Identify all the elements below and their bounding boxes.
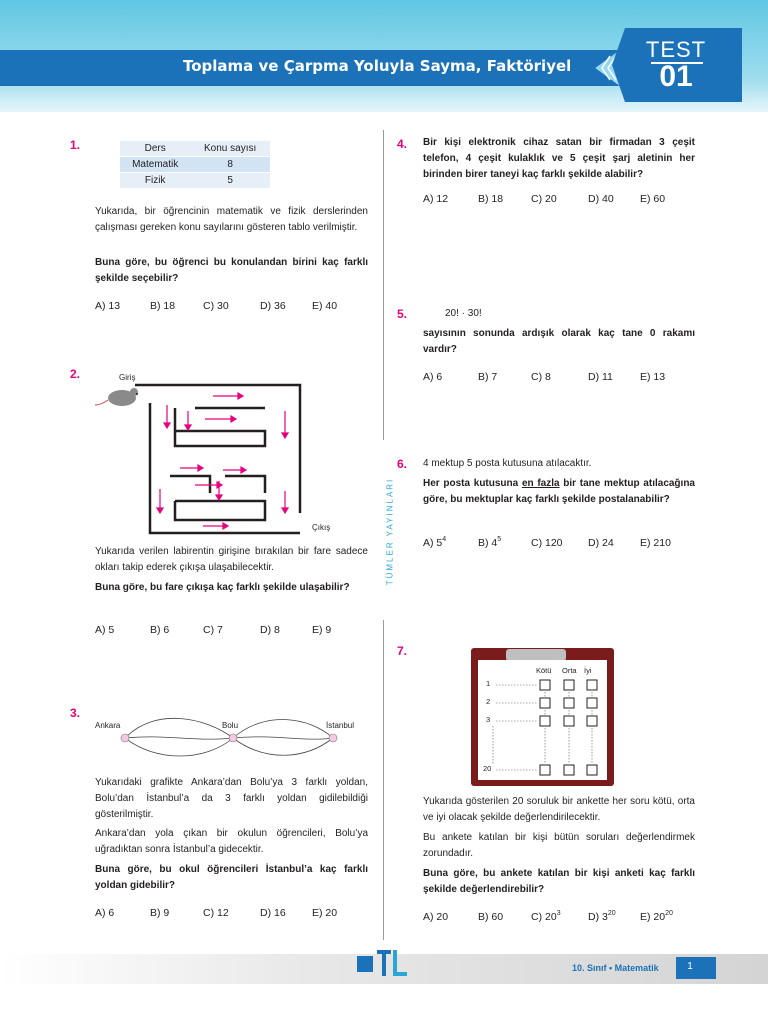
- option-c[interactable]: C) 120: [531, 536, 563, 549]
- survey-row-1: 1: [486, 679, 491, 688]
- q1-table: [120, 141, 270, 189]
- q6-question-part2: bir tane mektup atılacağına göre, bu mektuplar kaç farklı şekilde postalanabilir?: [423, 478, 695, 505]
- q2-number: 2.: [70, 367, 81, 381]
- option-a[interactable]: A) 5: [95, 624, 115, 636]
- q4-options: [423, 193, 665, 205]
- q1-table-cell: 5: [190, 173, 270, 189]
- q1-table-cell: Matematik: [120, 157, 190, 173]
- option-a[interactable]: A) 20: [423, 910, 449, 923]
- maze-diagram: [95, 383, 315, 538]
- q5-options: [423, 371, 665, 383]
- publisher-logo: [355, 946, 411, 982]
- q1-text: Yukarıda, bir öğrencinin matematik ve fizik derslerinden çalışması gereken konu sayılarını gösteren tablo verilmiştir.: [95, 206, 368, 233]
- q2-entry-label: Giriş: [119, 373, 136, 382]
- column-orta: Orta: [562, 666, 577, 675]
- q1-number: 1.: [70, 138, 81, 152]
- option-d[interactable]: D) $3^{20}$: [588, 910, 616, 923]
- q2-text: Yukarıda verilen labirentin girişine bırakılan bir fare sadece okları takip ederek çıkışa ulaşabilecektir.: [95, 546, 368, 573]
- q5-number: 5.: [397, 307, 408, 321]
- option-b[interactable]: B) 9: [150, 907, 170, 919]
- q1-question: Buna göre, bu öğrenci bu konulandan birini kaç farklı şekilde seçebilir?: [95, 257, 368, 284]
- q7-text-1: Yukarıda gösterilen 20 soruluk bir ankette her soru kötü, orta ve iyi olacak şekilde değerlendirilecektir.: [423, 796, 695, 823]
- mouse-icon: [95, 388, 138, 406]
- option-a[interactable]: A) 12: [423, 193, 449, 205]
- column-kotu: Kötü: [536, 666, 552, 675]
- test-number: 01: [659, 60, 693, 93]
- test-label: TEST: [645, 37, 707, 62]
- q3-number: 3.: [70, 706, 81, 720]
- q7-options: [423, 910, 673, 923]
- page-title: Toplama ve Çarpma Yoluyla Sayma, Faktöriyel: [183, 57, 572, 75]
- q4-number: 4.: [397, 137, 408, 151]
- option-b[interactable]: B) 60: [478, 910, 504, 923]
- option-e[interactable]: E) 210: [640, 536, 671, 549]
- option-c[interactable]: C) $20^3$: [531, 910, 561, 923]
- option-e[interactable]: E) 20: [312, 907, 338, 919]
- q6-number: 6.: [397, 457, 408, 471]
- option-e[interactable]: E) $20^{20}$: [640, 910, 673, 923]
- option-a[interactable]: A) $5^4$: [423, 536, 447, 549]
- q3-city-istanbul: İstanbul: [326, 721, 355, 730]
- side-brand: TÜMLER YAYINLARI: [385, 477, 395, 586]
- q3-text-1: Yukarıdaki grafikte Ankara’dan Bolu’ya 3 farklı yoldan, Bolu’dan İstanbul’a da 3 farklı yoldan gidilebildiği gösterilmiştir.: [95, 777, 368, 820]
- q1-options: [95, 300, 337, 312]
- column-divider-top: [383, 130, 384, 440]
- option-c[interactable]: C) 30: [203, 300, 229, 312]
- q7-number: 7.: [397, 644, 408, 658]
- q1-table-cell: 8: [190, 157, 270, 173]
- survey-row-2: 2: [486, 697, 491, 706]
- survey-row-3: 3: [486, 715, 491, 724]
- option-d[interactable]: D) 24: [588, 536, 614, 549]
- q1-table-header: Konu sayısı: [190, 141, 270, 157]
- column-iyi: İyi: [584, 666, 592, 675]
- option-a[interactable]: A) 6: [423, 371, 443, 383]
- q3-options: [95, 907, 337, 919]
- q1-table-header: Ders: [120, 141, 190, 157]
- option-b[interactable]: B) 6: [150, 624, 170, 636]
- option-a[interactable]: A) 13: [95, 300, 121, 312]
- option-b[interactable]: B) 7: [478, 371, 498, 383]
- option-c[interactable]: C) 20: [531, 193, 557, 205]
- option-e[interactable]: E) 60: [640, 193, 666, 205]
- route-diagram: [115, 712, 345, 762]
- option-c[interactable]: C) 7: [203, 624, 223, 636]
- option-d[interactable]: D) 11: [588, 371, 613, 383]
- option-e[interactable]: E) 13: [640, 371, 666, 383]
- option-b[interactable]: B) 18: [478, 193, 504, 205]
- survey-grid: [478, 660, 607, 780]
- option-d[interactable]: D) 8: [260, 624, 280, 636]
- q1-table-cell: Fizik: [120, 173, 190, 189]
- page-number: 1: [687, 961, 693, 972]
- option-e[interactable]: E) 9: [312, 624, 332, 636]
- q3-question: Buna göre, bu okul öğrencileri İstanbul’a kaç farklı yoldan gidebilir?: [95, 864, 368, 891]
- option-c[interactable]: C) 8: [531, 371, 551, 383]
- q5-question: sayısının sonunda ardışık olarak kaç tane 0 rakamı vardır?: [423, 328, 695, 355]
- column-divider-bottom: [383, 620, 384, 940]
- footer-course: 10. Sınıf • Matematik: [572, 963, 659, 973]
- q3-city-ankara: Ankara: [95, 721, 121, 730]
- option-d[interactable]: D) 16: [260, 907, 286, 919]
- option-d[interactable]: D) 36: [260, 300, 286, 312]
- option-b[interactable]: B) $4^5$: [478, 536, 502, 549]
- q7-question: Buna göre, bu ankete katılan bir kişi anketi kaç farklı şekilde değerlendirebilir?: [423, 868, 695, 895]
- q6-question: [423, 476, 695, 508]
- option-a[interactable]: A) 6: [95, 907, 115, 919]
- q5-expression: 20! · 30!: [445, 308, 482, 319]
- q7-text-2: Bu ankete katılan bir kişi bütün soruları değerlendirmek zorundadır.: [423, 832, 695, 859]
- option-e[interactable]: E) 40: [312, 300, 338, 312]
- q6-question-part1: Her posta kutusuna: [423, 478, 522, 489]
- option-b[interactable]: B) 18: [150, 300, 176, 312]
- survey-row-20: 20: [483, 764, 492, 773]
- q6-options: [423, 536, 671, 549]
- option-d[interactable]: D) 40: [588, 193, 614, 205]
- q6-question-underlined: en fazla: [521, 478, 560, 489]
- option-c[interactable]: C) 12: [203, 907, 229, 919]
- q3-text-2: Ankara’dan yola çıkan bir okulun öğrencileri, Bolu’ya uğradıktan sonra İstanbul’a gidecektir.: [95, 828, 368, 855]
- q2-question: Buna göre, bu fare çıkışa kaç farklı şekilde ulaşabilir?: [95, 582, 350, 593]
- q4-question: Bir kişi elektronik cihaz satan bir firmadan 3 çeşit telefon, 4 çeşit kulaklık ve 5 çeşit şarj aletinin her birinden birer taneyi kaç farklı şekilde alabilir?: [423, 137, 695, 180]
- q3-city-bolu: Bolu: [222, 721, 239, 730]
- q2-exit-label: Çıkış: [312, 523, 331, 532]
- q6-text: 4 mektup 5 posta kutusuna atılacaktır.: [423, 458, 592, 469]
- q2-options: [95, 624, 331, 636]
